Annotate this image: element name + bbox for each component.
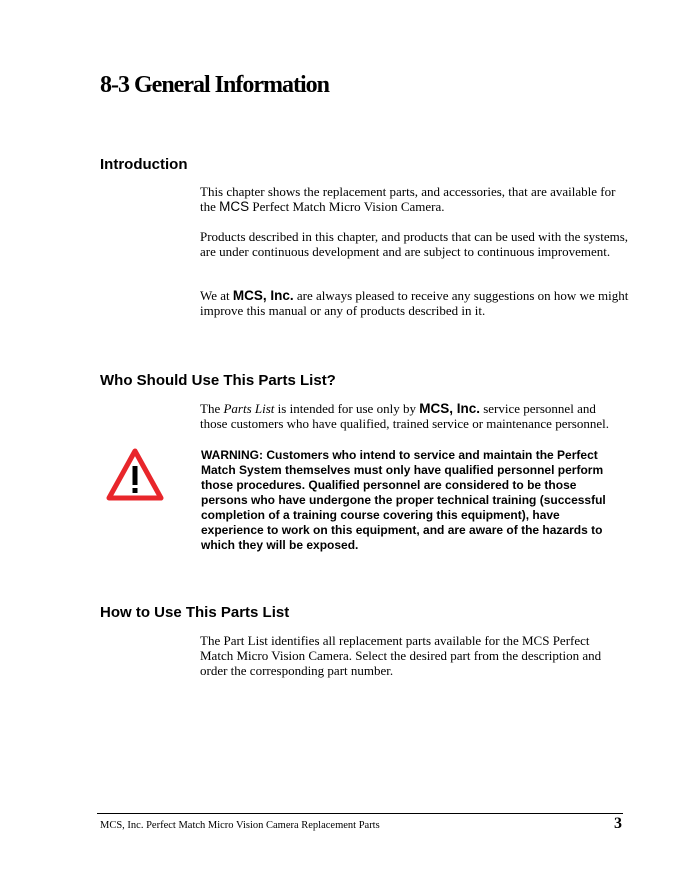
brand-name: MCS, Inc.	[419, 401, 480, 416]
chapter-title: 8-3 General Information	[100, 72, 329, 98]
introduction-paragraph-2: Products described in this chapter, and products that can be used with the systems, are under continuous development and are subject to continuous improvement.	[200, 229, 629, 259]
who-should-use-heading: Who Should Use This Parts List?	[100, 372, 336, 389]
who-should-use-paragraph: The Parts List is intended for use only by MCS, Inc. service personnel and those customers who have qualified, trained service or maintenance personnel.	[200, 401, 609, 431]
footer-divider	[97, 813, 623, 814]
introduction-paragraph-3: We at MCS, Inc. are always pleased to receive any suggestions on how we might improve this manual or any of products described in it.	[200, 288, 629, 318]
warning-triangle-icon	[105, 446, 165, 502]
how-to-use-heading: How to Use This Parts List	[100, 604, 290, 621]
brand-name: MCS	[219, 199, 250, 214]
page-number: 3	[614, 815, 622, 832]
introduction-paragraph-1: This chapter shows the replacement parts, and accessories, that are available for the MCS Perfect Match Micro Vision Camera.	[200, 184, 616, 214]
warning-text: WARNING: Customers who intend to service and maintain the Perfect Match System themselves must only have qualified personnel perform those procedures. Qualified personnel are considered to be those persons who have undergone the proper technical training (successful completion of a training course covering this equipment), have experience to work on this equipment, and are aware of the hazards to which they will be exposed.	[201, 448, 606, 552]
brand-name: MCS, Inc.	[232, 288, 294, 303]
how-to-use-paragraph: The Part List identifies all replacement parts available for the MCS Perfect Match Micro Vision Camera. Select the desired part from the description and order the corresponding part number.	[200, 633, 602, 678]
introduction-heading: Introduction	[100, 156, 188, 173]
footer-text: MCS, Inc. Perfect Match Micro Vision Camera Replacement Parts	[100, 820, 380, 831]
